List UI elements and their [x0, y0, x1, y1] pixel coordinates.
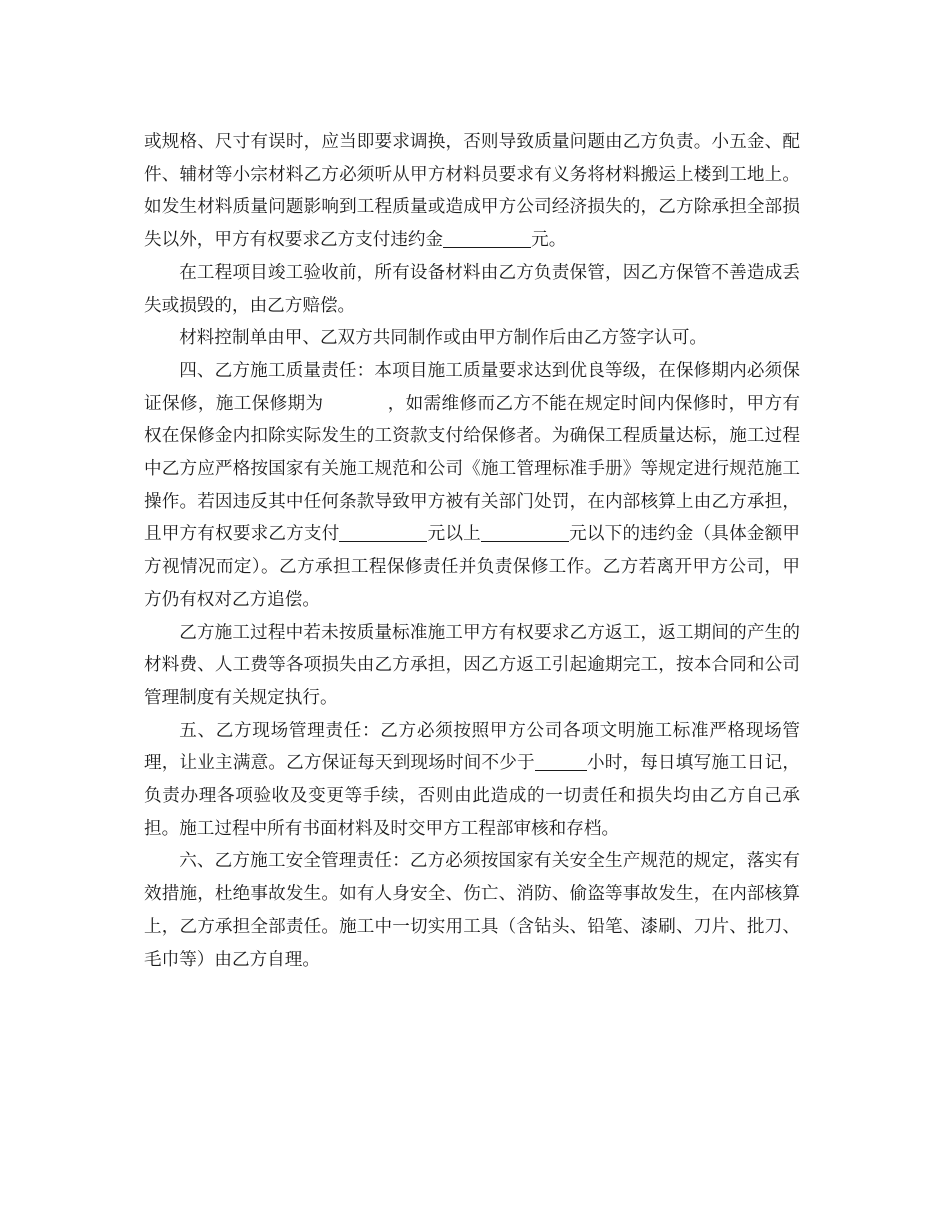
- paragraph-text: 元以下的违约金（具体金额甲方视情况而定）。乙方承担工程保修责任并负责保修工作。乙方若离开甲方公司，甲方仍有权对乙方追偿。: [144, 524, 800, 610]
- paragraph-p7: [144, 845, 800, 976]
- paragraph-p6: [144, 715, 800, 846]
- paragraph-p2: [144, 257, 800, 322]
- paragraph-text: 材料控制单由甲、乙双方共同制作或由甲方制作后由乙方签字认可。: [179, 328, 708, 349]
- paragraph-text: 五、乙方现场管理责任：乙方必须按照甲方公司各项文明施工标准严格现场管理，让业主满意。乙方保证每天到现场时间不少于: [144, 720, 800, 774]
- fill-in-blank: [443, 229, 531, 248]
- paragraph-text: 元。: [531, 230, 567, 251]
- paragraph-text: 元以上: [427, 524, 481, 545]
- paragraph-p1: [144, 126, 800, 257]
- paragraph-text: ，如需维修而乙方不能在规定时间内保修时，甲方有权在保修金内扣除实际发生的工资款支付给保修者。为确保工程质量达标，施工过程中乙方应严格按国家有关施工规范和公司《施工管理标准手册》等规定进行规范施工操作。若因违反其中任何条款导致甲方被有关部门处罚，在内部核算上由乙方承担，且甲方有权要求乙方支付: [144, 393, 800, 545]
- paragraph-p3: [144, 322, 800, 355]
- fill-in-blank: [481, 523, 569, 542]
- paragraph-text: 六、乙方施工安全管理责任：乙方必须按国家有关安全生产规范的规定，落实有效措施，杜绝事故发生。如有人身安全、伤亡、消防、偷盗等事故发生，在内部核算上，乙方承担全部责任。施工中一切实用工具（含钻头、铅笔、漆刷、刀片、批刀、毛巾等）由乙方自理。: [144, 851, 800, 970]
- paragraph-p5: [144, 617, 800, 715]
- fill-in-blank: [339, 523, 427, 542]
- fill-in-blank: [535, 752, 587, 771]
- fill-in-blank: [323, 394, 387, 412]
- document-body: [144, 126, 800, 976]
- paragraph-text: 小时，每日填写施工日记，负责办理各项验收及变更等手续，否则由此造成的一切责任和损失均由乙方自己承担。施工过程中所有书面材料及时交甲方工程部审核和存档。: [144, 753, 800, 839]
- paragraph-text: 在工程项目竣工验收前，所有设备材料由乙方负责保管，因乙方保管不善造成丢失或损毁的，由乙方赔偿。: [144, 262, 800, 316]
- paragraph-text: 乙方施工过程中若未按质量标准施工甲方有权要求乙方返工，返工期间的产生的材料费、人工费等各项损失由乙方承担，因乙方返工引起逾期完工，按本合同和公司管理制度有关规定执行。: [144, 622, 800, 708]
- paragraph-p4: [144, 355, 800, 617]
- paragraph-text: 或规格、尺寸有误时，应当即要求调换，否则导致质量问题由乙方负责。小五金、配件、辅材等小宗材料乙方必须听从甲方材料员要求有义务将材料搬运上楼到工地上。如发生材料质量问题影响到工程质量或造成甲方公司经济损失的，乙方除承担全部损失以外，甲方有权要求乙方支付违约金: [144, 132, 800, 251]
- paragraph-text: 四、乙方施工质量责任：本项目施工质量要求达到优良等级，在保修期内必须保证保修，施工保修期为: [144, 360, 800, 414]
